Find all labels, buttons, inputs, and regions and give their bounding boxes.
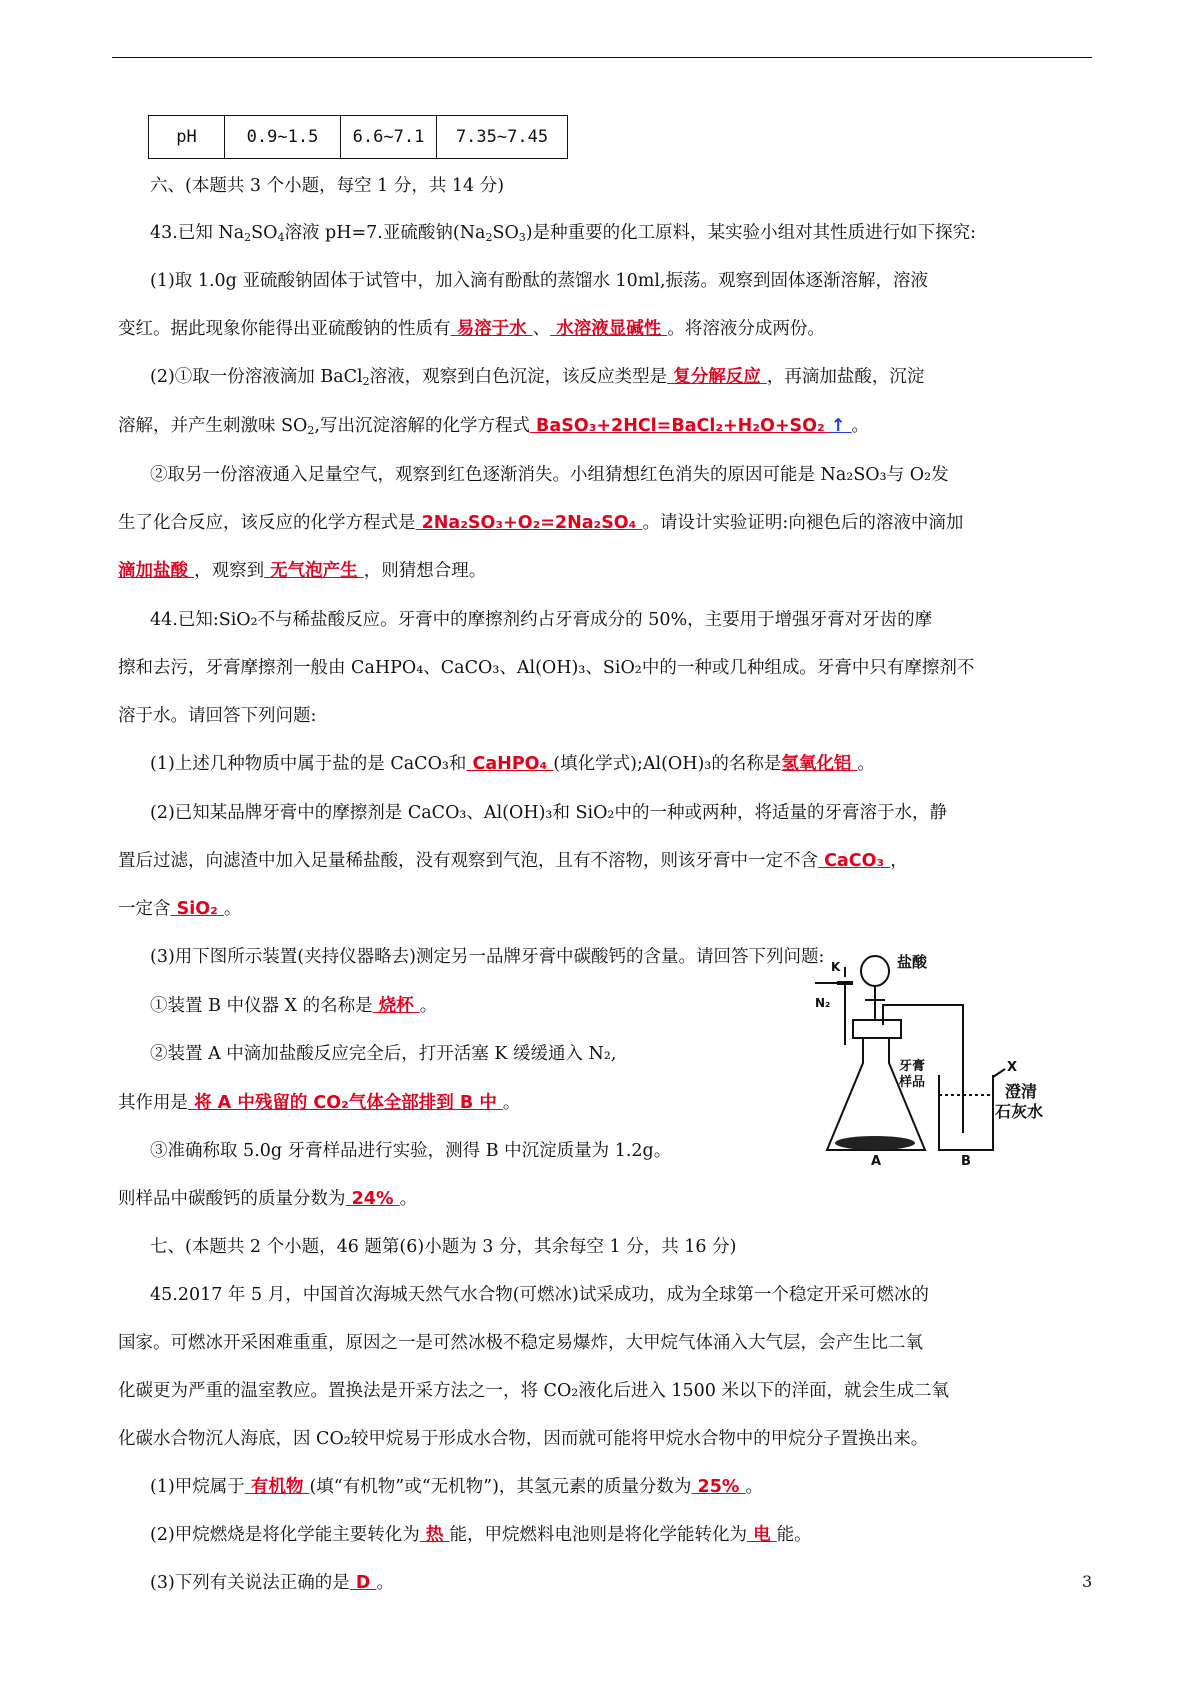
funnel-bulb (861, 956, 889, 986)
q44-sub2-line2: 置后过滤，向滤渣中加入足量稀盐酸，没有观察到气泡，且有不溶物，则该牙膏中一定不含 CaCO₃ ， (118, 851, 908, 871)
q43-part3-line3: 滴加盐酸 ，观察到 无气泡产生 ，则猜想合理。 (118, 561, 487, 581)
flask-a (827, 1038, 925, 1150)
answer: 水溶液显碱性 (550, 319, 668, 339)
answer: 复分解反应 (667, 367, 767, 387)
q44-sub3-2b: 其作用是 将 A 中残留的 CO₂气体全部排到 B 中 。 (118, 1093, 521, 1113)
q45-line2: 国家。可燃冰开采困难重重，原因之一是可然冰极不稳定易爆炸，大甲烷气体涌入大气层，会产生比二氧 (118, 1333, 923, 1353)
q44-sub2-line3: 一定含 SiO₂ 。 (118, 899, 242, 919)
page-number: 3 (1082, 1572, 1093, 1591)
section-7-title: 七、(本题共 2 个小题，46 题第(6)小题为 3 分，其余每空 1 分，共 16 分) (150, 1237, 737, 1257)
answer: 将 A 中残留的 CO₂气体全部排到 B 中 (188, 1093, 503, 1113)
q44-sub2-line1: (2)已知某品牌牙膏中的摩擦剂是 CaCO₃、Al(OH)₃和 SiO₂中的一种或两种，将适量的牙膏溶于水，静 (150, 803, 947, 823)
gas-arrow: ↑ (830, 416, 852, 436)
table-cell: 0.9~1.5 (225, 116, 341, 159)
table-cell: pH (149, 116, 225, 159)
table-row (149, 116, 568, 159)
paste-label-1: 牙膏 (899, 1059, 926, 1074)
flask-stopper (853, 1020, 901, 1038)
q45-sub2: (2)甲烷燃烧是将化学能主要转化为 热 能，甲烷燃料电池则是将化学能转化为 电 能。 (150, 1525, 812, 1545)
answer: 热 (419, 1525, 450, 1545)
answer: 烧杯 (372, 996, 420, 1016)
ph-table (148, 115, 568, 159)
section-6-title: 六、(本题共 3 个小题，每空 1 分，共 14 分) (150, 176, 505, 196)
n2-label: N₂ (815, 996, 831, 1010)
q43-part3-line2: 生了化合反应，该反应的化学方程式是 2Na₂SO₃+O₂=2Na₂SO₄ 。请设计实验证明:向褪色后的溶液中滴加 (118, 513, 964, 533)
q44-sub3-3b: 则样品中碳酸钙的质量分数为 24% 。 (118, 1189, 418, 1209)
beaker-b (939, 1075, 993, 1150)
q44-sub3-2: ②装置 A 中滴加盐酸反应完全后，打开活塞 K 缓缓通入 N₂, (150, 1044, 617, 1064)
q44-sub3-1: ①装置 B 中仪器 X 的名称是 烧杯 。 (150, 996, 438, 1016)
q43-part2-line2: 溶解，并产生刺激味 $SO_2$,写出沉淀溶解的化学方程式 BaSO₃+2HCl=BaCl₂+H₂O+SO₂ ↑ 。 (118, 416, 870, 437)
answer: 25% (691, 1477, 746, 1497)
table-cell: 6.6~7.1 (341, 116, 437, 159)
answer: 2Na₂SO₃+O₂=2Na₂SO₄ (415, 513, 643, 533)
beaker-x-leader (993, 1069, 1005, 1077)
table-cell: 7.35~7.45 (437, 116, 568, 159)
answer: SiO₂ (170, 899, 224, 919)
answer: 24% (345, 1189, 400, 1209)
q44-line1: 44.已知:SiO₂不与稀盐酸反应。牙膏中的摩擦剂约占牙膏成分的 50%，主要用于增强牙膏对牙齿的摩 (150, 610, 933, 630)
q44-sub3: (3)用下图所示装置(夹持仪器略去)测定另一品牌牙膏中碳酸钙的含量。请回答下列问题: (150, 947, 825, 967)
q44-line3: 溶于水。请回答下列问题: (118, 706, 317, 726)
answer: D (349, 1573, 377, 1593)
paste-label-2: 样品 (899, 1075, 926, 1090)
apparatus-diagram (815, 945, 1100, 1165)
q45-line1: 45.2017 年 5 月，中国首次海城天然气水合物(可燃冰)试采成功，成为全球第一个稳定开采可燃冰的 (150, 1285, 929, 1305)
x-label: X (1007, 1060, 1018, 1075)
q43-part1-line2: 变红。据此现象你能得出亚硫酸钠的性质有 易溶于水 、 水溶液显碱性 。将溶液分成两份。 (118, 319, 825, 339)
b-label: B (961, 1154, 971, 1165)
answer: 无气泡产生 (264, 561, 364, 581)
q44-sub1: (1)上述几种物质中属于盐的是 CaCO₃和 CaHPO₄ (填化学式);Al(OH)₃的名称是氢氧化铝 。 (150, 754, 875, 774)
q45-line3: 化碳更为严重的温室教应。置换法是开采方法之一，将 CO₂液化后进入 1500 米以下的洋面，就会生成二氧 (118, 1381, 949, 1401)
q44-sub3-3: ③准确称取 5.0g 牙膏样品进行实验，测得 B 中沉淀质量为 1.2g。 (150, 1141, 672, 1161)
answer: CaCO₃ (818, 851, 891, 871)
q43-part1-line1: (1)取 1.0g 亚硫酸钠固体于试管中，加入滴有酚酞的蒸馏水 10ml,振荡。观察到固体逐渐溶解，溶液 (150, 271, 929, 291)
q45-sub1: (1)甲烷属于 有机物 (填“有机物”或“无机物”)，其氢元素的质量分数为 25% 。 (150, 1477, 764, 1497)
q44-line2: 擦和去污，牙膏摩擦剂一般由 CaHPO₄、CaCO₃、Al(OH)₃、SiO₂中的一种或几种组成。牙膏中只有摩擦剂不 (118, 658, 975, 678)
answer: BaSO₃+2HCl=BaCl₂+H₂O+SO₂ (529, 416, 831, 436)
header-rule (112, 57, 1092, 58)
q43-part3-line1: ②取另一份溶液通入足量空气，观察到红色逐渐消失。小组猜想红色消失的原因可能是 Na₂SO₃与 O₂发 (150, 465, 949, 485)
answer: 滴加盐酸 (118, 561, 195, 581)
q45-line4: 化碳水合物沉人海底，因 CO₂较甲烷易于形成水合物，因而就可能将甲烷水合物中的甲烷分子置换出来。 (118, 1429, 929, 1449)
toothpaste-sample (835, 1136, 915, 1150)
lime-label-1: 澄清 (1005, 1082, 1038, 1101)
k-label: K (831, 960, 841, 974)
answer: 有机物 (244, 1477, 310, 1497)
answer: 电 (746, 1525, 777, 1545)
lime-label-2: 石灰水 (995, 1102, 1044, 1121)
inlet-tube (815, 983, 845, 1045)
a-label: A (871, 1154, 882, 1165)
answer: 氢氧化铝 (781, 754, 858, 774)
q45-sub3: (3)下列有关说法正确的是 D 。 (150, 1573, 395, 1593)
q43-part2-line1: (2)①取一份溶液滴加 BaCl$_2$溶液，观察到白色沉淀，该反应类型是 复分解反应 ，再滴加盐酸，沉淀 (150, 367, 925, 388)
answer: CaHPO₄ (466, 754, 554, 774)
acid-label: 盐酸 (897, 953, 928, 971)
answer: 易溶于水 (450, 319, 533, 339)
q43-intro: 43.已知 $Na_2SO_4$溶液 pH=7.亚硫酸钠$(Na_2SO_3)$是种重要的化工原料，某实验小组对其性质进行如下探究: (150, 223, 977, 244)
